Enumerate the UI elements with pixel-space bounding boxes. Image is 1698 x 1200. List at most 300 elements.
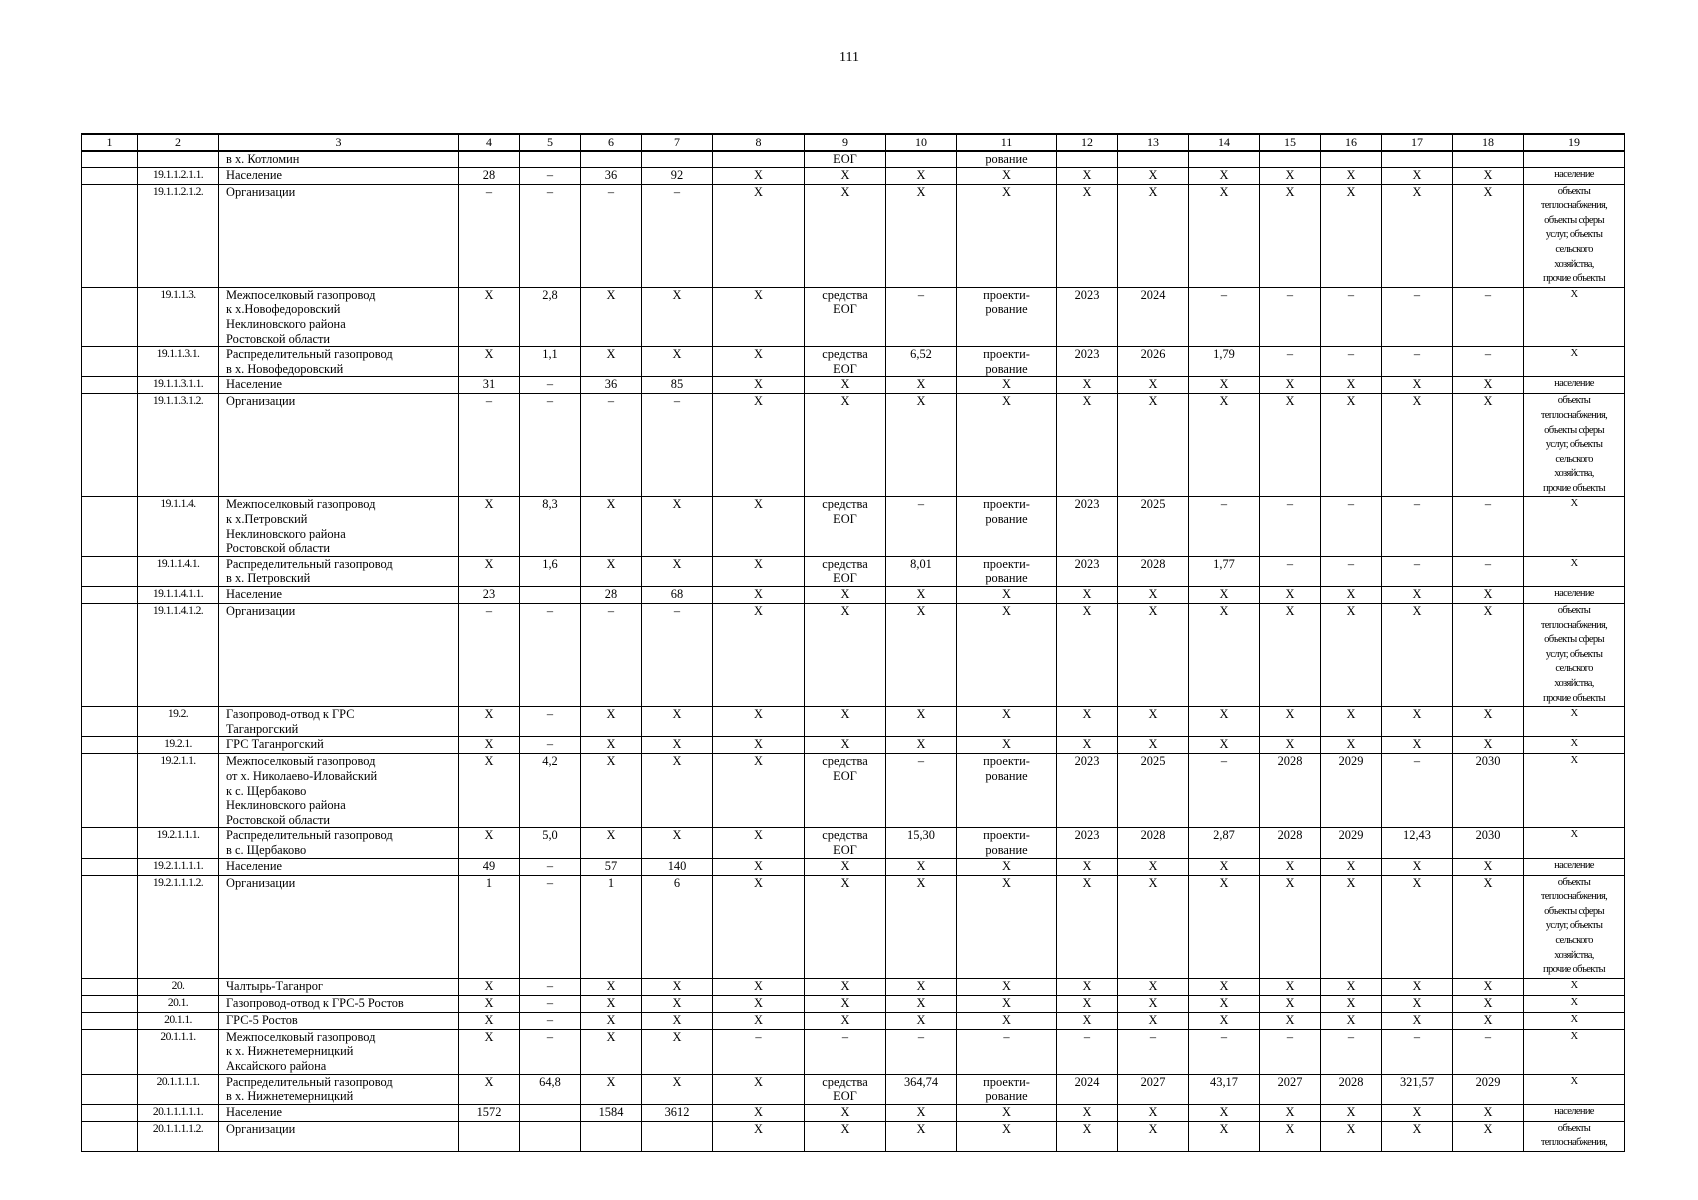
- value-cell-col-8: X: [713, 1121, 805, 1151]
- value-cell-col-5: 1,1: [520, 347, 581, 377]
- value-cell-col-12: X: [1057, 394, 1118, 497]
- value-cell-col-18: X: [1453, 707, 1524, 737]
- value-cell-col-8: X: [713, 394, 805, 497]
- value-cell-col-16: 2029: [1321, 828, 1382, 858]
- value-cell-col-17: X: [1382, 978, 1453, 995]
- value-cell-col-9: X: [805, 858, 886, 875]
- value-cell-col-18: X: [1453, 995, 1524, 1012]
- value-cell-col-14: 43,17: [1189, 1074, 1260, 1104]
- value-cell-col-8: X: [713, 995, 805, 1012]
- value-cell-col-15: –: [1260, 497, 1321, 556]
- value-cell-col-18: 2029: [1453, 1074, 1524, 1104]
- value-cell-col-16: X: [1321, 1104, 1382, 1121]
- value-cell-col-5: [520, 587, 581, 604]
- table-body: [82, 134, 1625, 1151]
- value-cell-col-4: –: [459, 604, 520, 707]
- value-cell-col-8: –: [713, 1029, 805, 1074]
- value-cell-col-11: –: [957, 1029, 1057, 1074]
- value-cell-col-12: –: [1057, 1029, 1118, 1074]
- value-cell-col-10: –: [886, 287, 957, 346]
- value-cell-col-13: X: [1118, 875, 1189, 978]
- object-name-cell: Распределительный газопровод в х. Нижнетемерницкий: [219, 1074, 459, 1104]
- value-cell-col-7: 6: [642, 875, 713, 978]
- value-cell-col-6: 1: [581, 875, 642, 978]
- value-cell-col-6: X: [581, 347, 642, 377]
- value-cell-col-10: X: [886, 737, 957, 754]
- value-cell-col-10: X: [886, 875, 957, 978]
- value-cell-col-1: [82, 184, 138, 287]
- value-cell-col-6: 36: [581, 167, 642, 184]
- value-cell-col-17: –: [1382, 347, 1453, 377]
- value-cell-col-4: 1572: [459, 1104, 520, 1121]
- value-cell-col-6: [581, 151, 642, 167]
- value-cell-col-5: –: [520, 167, 581, 184]
- header-cell-9: 9: [805, 134, 886, 151]
- row-number-cell: 19.2.1.1.1.2.: [138, 875, 219, 978]
- value-cell-col-5: –: [520, 978, 581, 995]
- value-cell-col-17: X: [1382, 995, 1453, 1012]
- object-name-cell: в х. Котломин: [219, 151, 459, 167]
- table-row: [82, 858, 1625, 875]
- value-cell-col-14: X: [1189, 394, 1260, 497]
- object-name-cell: ГРС-5 Ростов: [219, 1012, 459, 1029]
- value-cell-col-15: X: [1260, 1012, 1321, 1029]
- value-cell-col-10: X: [886, 1121, 957, 1151]
- value-cell-col-4: –: [459, 394, 520, 497]
- value-cell-col-1: [82, 1074, 138, 1104]
- value-cell-col-6: X: [581, 995, 642, 1012]
- value-cell-col-17: X: [1382, 1104, 1453, 1121]
- value-cell-col-15: –: [1260, 556, 1321, 586]
- value-cell-col-7: X: [642, 754, 713, 828]
- consumer-category-cell: X: [1524, 978, 1625, 995]
- value-cell-col-15: X: [1260, 858, 1321, 875]
- value-cell-col-18: [1453, 151, 1524, 167]
- value-cell-col-15: X: [1260, 184, 1321, 287]
- value-cell-col-4: [459, 1121, 520, 1151]
- value-cell-col-15: X: [1260, 377, 1321, 394]
- value-cell-col-10: X: [886, 587, 957, 604]
- object-name-cell: Межпоселковый газопровод от х. Николаево-Иловайский к с. Щербаково Неклиновского района Ростовской области: [219, 754, 459, 828]
- value-cell-col-8: X: [713, 875, 805, 978]
- value-cell-col-17: 12,43: [1382, 828, 1453, 858]
- value-cell-col-4: X: [459, 1012, 520, 1029]
- value-cell-col-16: X: [1321, 978, 1382, 995]
- value-cell-col-7: [642, 151, 713, 167]
- value-cell-col-14: X: [1189, 587, 1260, 604]
- value-cell-col-13: 2027: [1118, 1074, 1189, 1104]
- row-number-cell: 20.1.1.1.: [138, 1029, 219, 1074]
- value-cell-col-16: X: [1321, 587, 1382, 604]
- header-cell-4: 4: [459, 134, 520, 151]
- value-cell-col-12: X: [1057, 1104, 1118, 1121]
- value-cell-col-6: X: [581, 1029, 642, 1074]
- value-cell-col-9: средства ЕОГ: [805, 347, 886, 377]
- value-cell-col-17: –: [1382, 754, 1453, 828]
- value-cell-col-12: 2023: [1057, 828, 1118, 858]
- value-cell-col-18: –: [1453, 287, 1524, 346]
- value-cell-col-8: X: [713, 754, 805, 828]
- value-cell-col-13: –: [1118, 1029, 1189, 1074]
- header-cell-17: 17: [1382, 134, 1453, 151]
- value-cell-col-4: X: [459, 707, 520, 737]
- value-cell-col-11: проекти- рование: [957, 287, 1057, 346]
- value-cell-col-12: X: [1057, 1121, 1118, 1151]
- value-cell-col-4: X: [459, 754, 520, 828]
- value-cell-col-1: [82, 828, 138, 858]
- value-cell-col-1: [82, 1029, 138, 1074]
- value-cell-col-5: 5,0: [520, 828, 581, 858]
- value-cell-col-11: X: [957, 394, 1057, 497]
- value-cell-col-14: X: [1189, 167, 1260, 184]
- value-cell-col-1: [82, 1012, 138, 1029]
- consumer-category-cell: X: [1524, 1012, 1625, 1029]
- object-name-cell: Организации: [219, 875, 459, 978]
- value-cell-col-13: X: [1118, 377, 1189, 394]
- value-cell-col-14: 1,77: [1189, 556, 1260, 586]
- value-cell-col-6: X: [581, 497, 642, 556]
- object-name-cell: Население: [219, 587, 459, 604]
- value-cell-col-7: X: [642, 737, 713, 754]
- value-cell-col-8: X: [713, 377, 805, 394]
- value-cell-col-6: X: [581, 978, 642, 995]
- value-cell-col-18: X: [1453, 978, 1524, 995]
- value-cell-col-13: X: [1118, 394, 1189, 497]
- value-cell-col-10: X: [886, 184, 957, 287]
- row-number-cell: 20.1.1.1.1.1.: [138, 1104, 219, 1121]
- value-cell-col-8: X: [713, 184, 805, 287]
- value-cell-col-6: –: [581, 604, 642, 707]
- consumer-category-cell: X: [1524, 556, 1625, 586]
- value-cell-col-18: X: [1453, 1104, 1524, 1121]
- value-cell-col-11: X: [957, 995, 1057, 1012]
- value-cell-col-18: X: [1453, 604, 1524, 707]
- value-cell-col-13: X: [1118, 1012, 1189, 1029]
- value-cell-col-13: 2028: [1118, 556, 1189, 586]
- value-cell-col-13: X: [1118, 737, 1189, 754]
- value-cell-col-14: –: [1189, 497, 1260, 556]
- value-cell-col-18: X: [1453, 858, 1524, 875]
- row-number-cell: 19.2.1.1.1.1.: [138, 858, 219, 875]
- consumer-category-cell: X: [1524, 828, 1625, 858]
- header-cell-11: 11: [957, 134, 1057, 151]
- value-cell-col-9: X: [805, 604, 886, 707]
- value-cell-col-8: X: [713, 556, 805, 586]
- row-number-cell: 19.1.1.4.1.1.: [138, 587, 219, 604]
- value-cell-col-15: X: [1260, 875, 1321, 978]
- value-cell-col-4: X: [459, 737, 520, 754]
- value-cell-col-11: X: [957, 707, 1057, 737]
- value-cell-col-17: –: [1382, 287, 1453, 346]
- value-cell-col-17: X: [1382, 707, 1453, 737]
- row-number-cell: 19.2.1.1.1.: [138, 828, 219, 858]
- value-cell-col-6: 28: [581, 587, 642, 604]
- value-cell-col-12: X: [1057, 858, 1118, 875]
- value-cell-col-7: X: [642, 995, 713, 1012]
- value-cell-col-16: X: [1321, 737, 1382, 754]
- value-cell-col-11: X: [957, 858, 1057, 875]
- value-cell-col-8: [713, 151, 805, 167]
- value-cell-col-9: X: [805, 394, 886, 497]
- value-cell-col-7: 68: [642, 587, 713, 604]
- value-cell-col-13: 2028: [1118, 828, 1189, 858]
- value-cell-col-1: [82, 858, 138, 875]
- table-row: [82, 1121, 1625, 1151]
- value-cell-col-10: 6,52: [886, 347, 957, 377]
- value-cell-col-1: [82, 587, 138, 604]
- value-cell-col-10: X: [886, 858, 957, 875]
- value-cell-col-1: [82, 394, 138, 497]
- value-cell-col-7: X: [642, 828, 713, 858]
- object-name-cell: Население: [219, 858, 459, 875]
- value-cell-col-12: 2023: [1057, 556, 1118, 586]
- value-cell-col-4: 49: [459, 858, 520, 875]
- table-row: [82, 875, 1625, 978]
- value-cell-col-5: [520, 1104, 581, 1121]
- value-cell-col-8: X: [713, 737, 805, 754]
- consumer-category-cell: X: [1524, 737, 1625, 754]
- header-cell-18: 18: [1453, 134, 1524, 151]
- value-cell-col-9: ЕОГ: [805, 151, 886, 167]
- value-cell-col-11: проекти- рование: [957, 754, 1057, 828]
- value-cell-col-15: X: [1260, 167, 1321, 184]
- table-row: [82, 347, 1625, 377]
- table-row: [82, 167, 1625, 184]
- object-name-cell: Организации: [219, 604, 459, 707]
- value-cell-col-7: 85: [642, 377, 713, 394]
- value-cell-col-9: средства ЕОГ: [805, 497, 886, 556]
- value-cell-col-7: [642, 1121, 713, 1151]
- value-cell-col-16: X: [1321, 707, 1382, 737]
- value-cell-col-11: проекти- рование: [957, 347, 1057, 377]
- object-name-cell: Население: [219, 167, 459, 184]
- value-cell-col-8: X: [713, 828, 805, 858]
- value-cell-col-1: [82, 556, 138, 586]
- value-cell-col-15: 2027: [1260, 1074, 1321, 1104]
- value-cell-col-11: X: [957, 737, 1057, 754]
- table-row: [82, 151, 1625, 167]
- table-row: [82, 754, 1625, 828]
- value-cell-col-14: X: [1189, 978, 1260, 995]
- row-number-cell: 20.1.: [138, 995, 219, 1012]
- consumer-category-cell: население: [1524, 1104, 1625, 1121]
- value-cell-col-9: X: [805, 1104, 886, 1121]
- table-row: [82, 184, 1625, 287]
- value-cell-col-12: X: [1057, 377, 1118, 394]
- value-cell-col-7: 140: [642, 858, 713, 875]
- value-cell-col-17: –: [1382, 556, 1453, 586]
- value-cell-col-10: X: [886, 707, 957, 737]
- value-cell-col-11: X: [957, 1121, 1057, 1151]
- value-cell-col-8: X: [713, 167, 805, 184]
- value-cell-col-4: X: [459, 347, 520, 377]
- value-cell-col-1: [82, 604, 138, 707]
- value-cell-col-16: –: [1321, 347, 1382, 377]
- value-cell-col-6: X: [581, 1074, 642, 1104]
- value-cell-col-13: X: [1118, 707, 1189, 737]
- value-cell-col-14: X: [1189, 995, 1260, 1012]
- value-cell-col-14: 1,79: [1189, 347, 1260, 377]
- header-cell-16: 16: [1321, 134, 1382, 151]
- object-name-cell: Распределительный газопровод в х. Петровский: [219, 556, 459, 586]
- value-cell-col-11: рование: [957, 151, 1057, 167]
- consumer-category-cell: X: [1524, 995, 1625, 1012]
- header-cell-1: 1: [82, 134, 138, 151]
- value-cell-col-5: [520, 151, 581, 167]
- consumer-category-cell: X: [1524, 754, 1625, 828]
- row-number-cell: 19.2.: [138, 707, 219, 737]
- value-cell-col-18: X: [1453, 1121, 1524, 1151]
- value-cell-col-4: X: [459, 995, 520, 1012]
- value-cell-col-12: X: [1057, 167, 1118, 184]
- value-cell-col-7: X: [642, 287, 713, 346]
- value-cell-col-7: X: [642, 497, 713, 556]
- table-row: [82, 377, 1625, 394]
- value-cell-col-15: X: [1260, 1121, 1321, 1151]
- value-cell-col-17: X: [1382, 587, 1453, 604]
- value-cell-col-9: –: [805, 1029, 886, 1074]
- value-cell-col-9: средства ЕОГ: [805, 556, 886, 586]
- value-cell-col-6: –: [581, 394, 642, 497]
- value-cell-col-8: X: [713, 858, 805, 875]
- value-cell-col-12: 2024: [1057, 1074, 1118, 1104]
- value-cell-col-15: X: [1260, 394, 1321, 497]
- value-cell-col-4: X: [459, 287, 520, 346]
- value-cell-col-11: проекти- рование: [957, 556, 1057, 586]
- value-cell-col-6: X: [581, 707, 642, 737]
- value-cell-col-4: [459, 151, 520, 167]
- value-cell-col-17: X: [1382, 184, 1453, 287]
- value-cell-col-14: [1189, 151, 1260, 167]
- value-cell-col-13: 2024: [1118, 287, 1189, 346]
- value-cell-col-12: X: [1057, 707, 1118, 737]
- value-cell-col-18: –: [1453, 556, 1524, 586]
- value-cell-col-1: [82, 287, 138, 346]
- value-cell-col-16: X: [1321, 995, 1382, 1012]
- value-cell-col-16: X: [1321, 858, 1382, 875]
- value-cell-col-17: [1382, 151, 1453, 167]
- value-cell-col-11: проекти- рование: [957, 497, 1057, 556]
- value-cell-col-5: –: [520, 875, 581, 978]
- value-cell-col-9: X: [805, 1121, 886, 1151]
- value-cell-col-17: –: [1382, 1029, 1453, 1074]
- value-cell-col-8: X: [713, 604, 805, 707]
- value-cell-col-7: –: [642, 394, 713, 497]
- value-cell-col-7: X: [642, 707, 713, 737]
- value-cell-col-10: –: [886, 754, 957, 828]
- value-cell-col-7: X: [642, 556, 713, 586]
- value-cell-col-8: X: [713, 707, 805, 737]
- value-cell-col-12: 2023: [1057, 497, 1118, 556]
- value-cell-col-7: X: [642, 1074, 713, 1104]
- value-cell-col-13: [1118, 151, 1189, 167]
- value-cell-col-14: –: [1189, 287, 1260, 346]
- header-cell-14: 14: [1189, 134, 1260, 151]
- value-cell-col-16: X: [1321, 1012, 1382, 1029]
- value-cell-col-14: X: [1189, 184, 1260, 287]
- value-cell-col-1: [82, 995, 138, 1012]
- value-cell-col-14: X: [1189, 858, 1260, 875]
- value-cell-col-18: X: [1453, 1012, 1524, 1029]
- value-cell-col-13: X: [1118, 587, 1189, 604]
- table-row: [82, 587, 1625, 604]
- value-cell-col-5: 4,2: [520, 754, 581, 828]
- row-number-cell: 19.1.1.2.1.1.: [138, 167, 219, 184]
- value-cell-col-6: X: [581, 828, 642, 858]
- header-cell-10: 10: [886, 134, 957, 151]
- value-cell-col-6: 36: [581, 377, 642, 394]
- value-cell-col-15: X: [1260, 995, 1321, 1012]
- header-cell-7: 7: [642, 134, 713, 151]
- table-row: [82, 287, 1625, 346]
- consumer-category-cell: X: [1524, 707, 1625, 737]
- value-cell-col-5: –: [520, 604, 581, 707]
- value-cell-col-16: [1321, 151, 1382, 167]
- value-cell-col-7: X: [642, 1012, 713, 1029]
- row-number-cell: 20.: [138, 978, 219, 995]
- row-number-cell: 20.1.1.1.1.: [138, 1074, 219, 1104]
- value-cell-col-9: X: [805, 1012, 886, 1029]
- object-name-cell: Чалтырь-Таганрог: [219, 978, 459, 995]
- value-cell-col-16: X: [1321, 394, 1382, 497]
- value-cell-col-14: X: [1189, 707, 1260, 737]
- value-cell-col-17: –: [1382, 497, 1453, 556]
- value-cell-col-9: X: [805, 167, 886, 184]
- value-cell-col-11: X: [957, 1012, 1057, 1029]
- value-cell-col-8: X: [713, 497, 805, 556]
- header-cell-13: 13: [1118, 134, 1189, 151]
- value-cell-col-15: –: [1260, 287, 1321, 346]
- value-cell-col-5: –: [520, 377, 581, 394]
- consumer-category-cell: население: [1524, 167, 1625, 184]
- object-name-cell: Межпоселковый газопровод к х. Нижнетемерницкий Аксайского района: [219, 1029, 459, 1074]
- value-cell-col-16: 2028: [1321, 1074, 1382, 1104]
- value-cell-col-11: X: [957, 978, 1057, 995]
- value-cell-col-9: средства ЕОГ: [805, 287, 886, 346]
- value-cell-col-8: X: [713, 347, 805, 377]
- value-cell-col-17: X: [1382, 1121, 1453, 1151]
- value-cell-col-10: X: [886, 1104, 957, 1121]
- value-cell-col-10: X: [886, 167, 957, 184]
- value-cell-col-9: средства ЕОГ: [805, 828, 886, 858]
- value-cell-col-5: –: [520, 1012, 581, 1029]
- value-cell-col-9: X: [805, 995, 886, 1012]
- value-cell-col-15: 2028: [1260, 754, 1321, 828]
- value-cell-col-12: X: [1057, 604, 1118, 707]
- value-cell-col-16: X: [1321, 167, 1382, 184]
- value-cell-col-7: 3612: [642, 1104, 713, 1121]
- value-cell-col-10: X: [886, 995, 957, 1012]
- value-cell-col-11: X: [957, 1104, 1057, 1121]
- value-cell-col-9: средства ЕОГ: [805, 754, 886, 828]
- value-cell-col-5: –: [520, 1029, 581, 1074]
- header-cell-15: 15: [1260, 134, 1321, 151]
- value-cell-col-14: X: [1189, 604, 1260, 707]
- value-cell-col-1: [82, 737, 138, 754]
- value-cell-col-7: –: [642, 184, 713, 287]
- value-cell-col-18: 2030: [1453, 828, 1524, 858]
- value-cell-col-7: 92: [642, 167, 713, 184]
- value-cell-col-4: X: [459, 1074, 520, 1104]
- value-cell-col-4: X: [459, 556, 520, 586]
- consumer-category-cell: X: [1524, 497, 1625, 556]
- value-cell-col-10: 15,30: [886, 828, 957, 858]
- value-cell-col-8: X: [713, 1012, 805, 1029]
- row-number-cell: [138, 151, 219, 167]
- object-name-cell: Организации: [219, 394, 459, 497]
- value-cell-col-13: X: [1118, 1121, 1189, 1151]
- value-cell-col-8: X: [713, 587, 805, 604]
